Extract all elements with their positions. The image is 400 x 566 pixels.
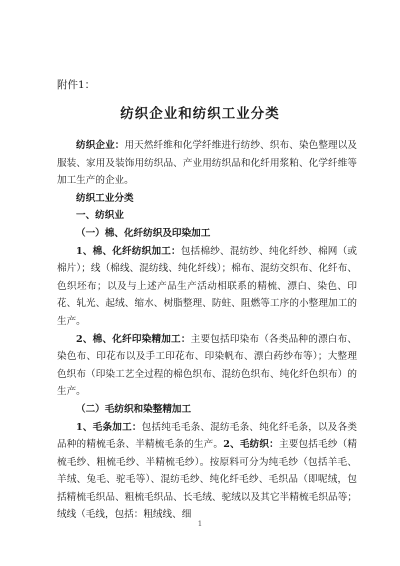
- item2-term: 2、棉、化纤印染精加工：: [76, 333, 191, 345]
- item1-paragraph: [57, 243, 357, 331]
- item3-paragraph: [57, 419, 357, 525]
- item1-text: 包括棉纱、混纺纱、纯化纤纱、棉网（或棉片）；线（棉线、混纺线、纯化纤线）；棉布、混纺交织布、化纤布、色织坯布；以及与上述产品生产活动相联系的精梳、漂白、染色、印花、轧光、起绒、缩水、树脂整理、防蛀、阻燃等工序的小整理加工的生产。: [57, 245, 357, 327]
- document-body: [57, 137, 357, 524]
- item2-text: 主要包括印染布（各类品种的漂白布、染色布、印花布以及手工印花布、印染帆布、漂白药纱布等）；大整理色织布（印染工艺全过程的棉色织布、混纺色织布、纯化纤色织布）的生产。: [57, 333, 357, 398]
- classification-heading: 纺织工业分类: [76, 192, 134, 204]
- page-number: 1: [197, 520, 203, 528]
- item3-text2: 主要包括毛纱（精梳毛纱、粗梳毛纱、半精梳毛纱）。按原料可分为纯毛纱（包括羊毛、羊绒、兔毛、驼毛等）、混纺毛纱、纯化纤毛纱、毛织品（即呢绒，包括精梳毛织品、粗梳毛织品、长毛绒、驼绒以及其它半精梳毛织品等；绒线（毛线，包括：粗绒线、细: [57, 439, 358, 521]
- item3-text: 包括纯毛毛条、混纺毛条、纯化纤毛条，以及各类品种的精梳毛条、半精梳毛条的生产。: [57, 421, 357, 451]
- document-title: 纺织企业和纺织工业分类: [120, 106, 280, 122]
- sub1-heading: （一）棉、化纤纺织及印染加工: [76, 227, 211, 239]
- sub2-heading: （二）毛纺织和染整精加工: [76, 403, 192, 415]
- item1-term: 1、棉、化纤纺织加工：: [76, 245, 181, 257]
- definition-text: 用天然纤维和化学纤维进行纺纱、织布、染色整理以及服装、家用及装饰用纺织品、产业用纺织品和化纤用浆粕、化学纤维等加工生产的企业。: [57, 140, 358, 187]
- item3-term2: 2、毛纺织：: [223, 439, 279, 451]
- definition-paragraph: [57, 137, 357, 190]
- item2-paragraph: [57, 331, 357, 401]
- attachment-label: 附件1：: [57, 79, 96, 91]
- item3-term: 1、毛条加工：: [76, 421, 142, 433]
- definition-term: 纺织企业：: [76, 140, 125, 151]
- section1-heading: 一、纺织业: [76, 210, 124, 222]
